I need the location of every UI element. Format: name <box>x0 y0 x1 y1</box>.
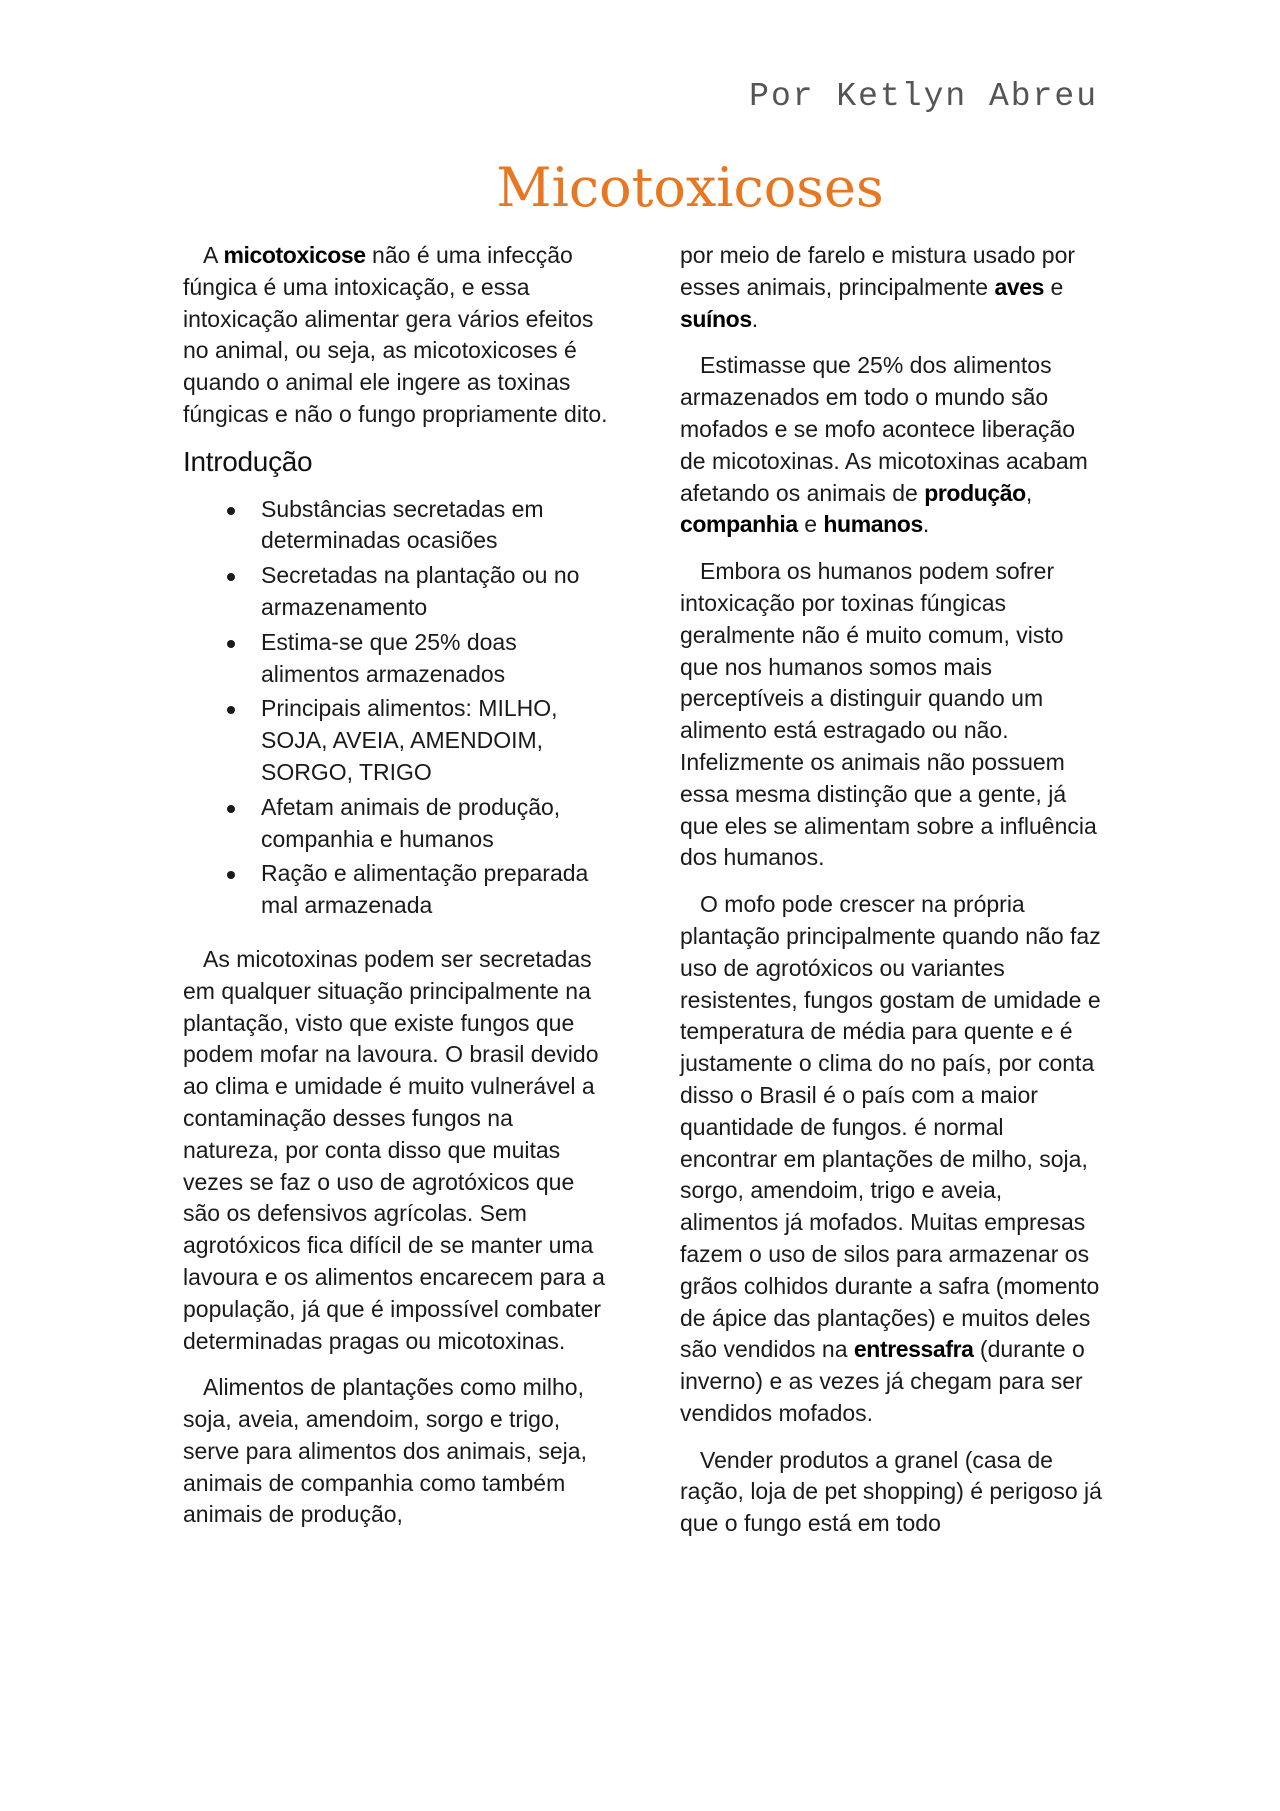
bullet-icon <box>227 507 235 515</box>
paragraph-micotoxinas: As micotoxinas podem ser secretadas em qualquer situação principalmente na plantação, visto que existe fungos que podem mofar na lavoura. O brasil devido ao clima e umidade é muito vulnerável a contaminação desses fungos na natureza, por conta disso que muitas vezes se faz o uso de agrotóxicos que são os defensivos agrícolas. Sem agrotóxicos fica difícil de se manter uma lavoura e os alimentos encarecem para a população, já que é impossível combater determinadas pragas ou micotoxinas. <box>183 945 605 1354</box>
keyword-suinos: suínos <box>680 305 752 332</box>
keyword-micotoxicose: micotoxicose <box>223 242 366 268</box>
list-item: Ração e alimentação preparada mal armazenada <box>183 858 609 922</box>
list-item: Substâncias secretadas em determinadas ocasiões <box>183 494 609 558</box>
keyword-producao: produção <box>924 479 1026 506</box>
paragraph-mofo: O mofo pode crescer na própria plantação principalmente quando não faz uso de agrotóxicos ou variantes resistentes, fungos gostam de umidade e temperatura de média para quente e é justamente o clima do no país, por conta disso o Brasil é o país com a maior quantidade de fungos. é normal encontrar em plantações de milho, soja, sorgo, amendoim, trigo e aveia, alimentos já mofados. Muitas empresas fazem o uso de silos para armazenar os grãos colhidos durante a safra (momento de ápice das plantações) e muitos deles são vendidos na entressafra (durante o inverno) e as vezes já chegam para ser vendidos mofados. <box>680 891 1101 1426</box>
list-item: Secretadas na plantação ou no armazenamento <box>183 560 609 624</box>
paragraph-embora: Embora os humanos podem sofrer intoxicação por toxinas fúngicas geralmente não é muito comum, visto que nos humanos somos mais perceptíveis a distinguir quando um alimento está estragado ou não. Infelizmente os animais não possuem essa mesma distinção que a gente, já que eles se alimentam sobre a influência dos humanos. <box>680 558 1097 871</box>
paragraph-estimasse: Estimasse que 25% dos alimentos armazenados em todo o mundo são mofados e se mofo acontece liberação de micotoxinas. As micotoxinas acabam afetando os animais de produção, companhia e humanos. <box>680 352 1088 538</box>
keyword-humanos: humanos <box>823 511 923 538</box>
author-line: Por Ketlyn Abreu <box>749 78 1098 115</box>
list-item: Principais alimentos: MILHO, SOJA, AVEIA, AMENDOIM, SORGO, TRIGO <box>183 693 609 788</box>
document-title: Micotoxicoses <box>496 156 884 219</box>
bullet-icon <box>227 871 235 879</box>
paragraph-vender: Vender produtos a granel (casa de ração, loja de pet shopping) é perigoso já que o fungo está em todo <box>680 1446 1102 1537</box>
bullet-icon <box>227 573 235 581</box>
paragraph-alimentos: Alimentos de plantações como milho, soja, aveia, amendoim, sorgo e trigo, serve para alimentos dos animais, seja, animais de companhia como também animais de produção, <box>183 1374 587 1528</box>
list-item: Afetam animais de produção, companhia e humanos <box>183 792 609 856</box>
keyword-aves: aves <box>994 273 1045 300</box>
list-item: Estima-se que 25% doas alimentos armazenados <box>183 627 609 691</box>
bullet-icon <box>227 805 235 813</box>
bullet-icon <box>227 706 235 714</box>
left-column <box>183 240 609 1546</box>
paragraph-continuation: por meio de farelo e mistura usado por esses animais, principalmente aves e suínos. <box>680 242 1076 332</box>
right-column <box>680 240 1104 1555</box>
keyword-entressafra: entressafra <box>853 1336 974 1363</box>
keyword-companhia: companhia <box>680 511 798 538</box>
section-heading-introducao: Introdução <box>183 445 313 477</box>
intro-paragraph: A micotoxicose não é uma infecção fúngica é uma intoxicação, e essa intoxicação alimentar gera vários efeitos no animal, ou seja, as micotoxicoses é quando o animal ele ingere as toxinas fúngicas e não o fungo propriamente dito. <box>183 242 608 427</box>
intro-bullet-list <box>183 494 609 922</box>
bullet-icon <box>227 640 235 648</box>
